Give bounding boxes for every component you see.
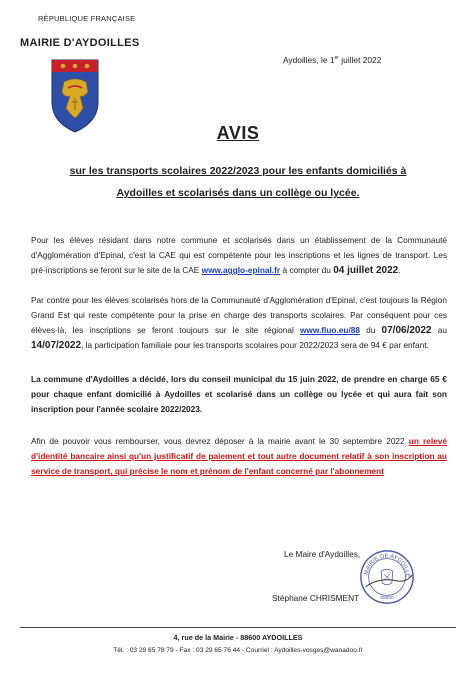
- notice-title: AVIS: [216, 123, 260, 143]
- mairie-stamp-icon: [358, 548, 416, 606]
- mairie-title: MAIRIE D'AYDOILLES: [20, 37, 140, 49]
- paragraph-remboursement: Afin de pouvoir vous rembourser, vous devrez déposer à la mairie avant le 30 septembre 2022 un relevé d'identité bancaire ainsi qu'un justificatif de paiement et tout autre document relatif à son inscription au service de transport, qui précise le nom et prénom de l'enfant concerné par l'abonnement: [31, 436, 447, 476]
- paragraph-cae: Pour les élèves résidant dans notre commune et scolarisés dans un établissement de la Communauté d'Agglomération d'Epinal, c'est la CAE qui est compétente pour les inscriptions et les lignes de transport. Les pré-inscriptions se feront sur le site de la CAE www.agglo-epinal.fr à compter du 04 juillet 2022.: [31, 235, 447, 276]
- document-date: Aydoilles, le 1er juillet 2022: [283, 55, 382, 65]
- link-fluo[interactable]: www.fluo.eu/88: [299, 325, 361, 335]
- svg-text:MAIRIE DE AYDOILLES: MAIRIE DE AYDOILLE: [363, 553, 411, 578]
- footer-address: 4, rue de la Mairie - 88600 AYDOILLES: [173, 633, 303, 642]
- required-documents: un relevé d'identité bancaire ainsi qu'un justificatif de paiement et tout autre document relatif à son inscription au service de transport, qui précise le nom et prénom de l'enfant concerné par l'abonnement: [31, 436, 447, 476]
- paragraph-commune: La commune d'Aydoilles a décidé, lors du conseil municipal du 15 juin 2022, de prendre en charge 65 € pour chaque enfant domicilié à Aydoilles et scolarisé dans un collège ou lycée et qui aura fait son inscription pour l'année scolaire 2022/2023.: [31, 374, 447, 414]
- svg-text:88600: 88600: [380, 596, 394, 602]
- signature-name: Stéphane CHRISMENT: [272, 593, 360, 603]
- footer-divider: [20, 627, 456, 628]
- republique-label: RÉPUBLIQUE FRANÇAISE: [38, 14, 136, 23]
- paragraph-region: Par contre pour les élèves scolarisés hors de la Communauté d'Agglomération d'Epinal, c'est toujours la Région Grand Est qui reste compétente pour la prise en charge des transports scolaires. Par conséquent pour ces élèves-là, les inscriptions se feront toujours sur le site régional www.fluo.eu/88 du 07/06/2022 au 14/07/2022, la participation familiale pour les transports scolaires pour 2022/2023 sera de 94 € par enfant.: [31, 295, 447, 351]
- notice-subject: sur les transports scolaires 2022/2023 pour les enfants domiciliés à Aydoilles et scolarisés dans un collège ou lycée.: [69, 165, 407, 199]
- link-agglo-epinal[interactable]: www.agglo-epinal.fr: [201, 265, 281, 275]
- signature-role: Le Maire d'Aydoilles,: [284, 549, 361, 559]
- footer-contact: Tél. : 03 29 65 78 79 - Fax : 03 29 65 76 44 - Courriel : Aydoilles-vosges@wanadoo.fr: [113, 647, 363, 654]
